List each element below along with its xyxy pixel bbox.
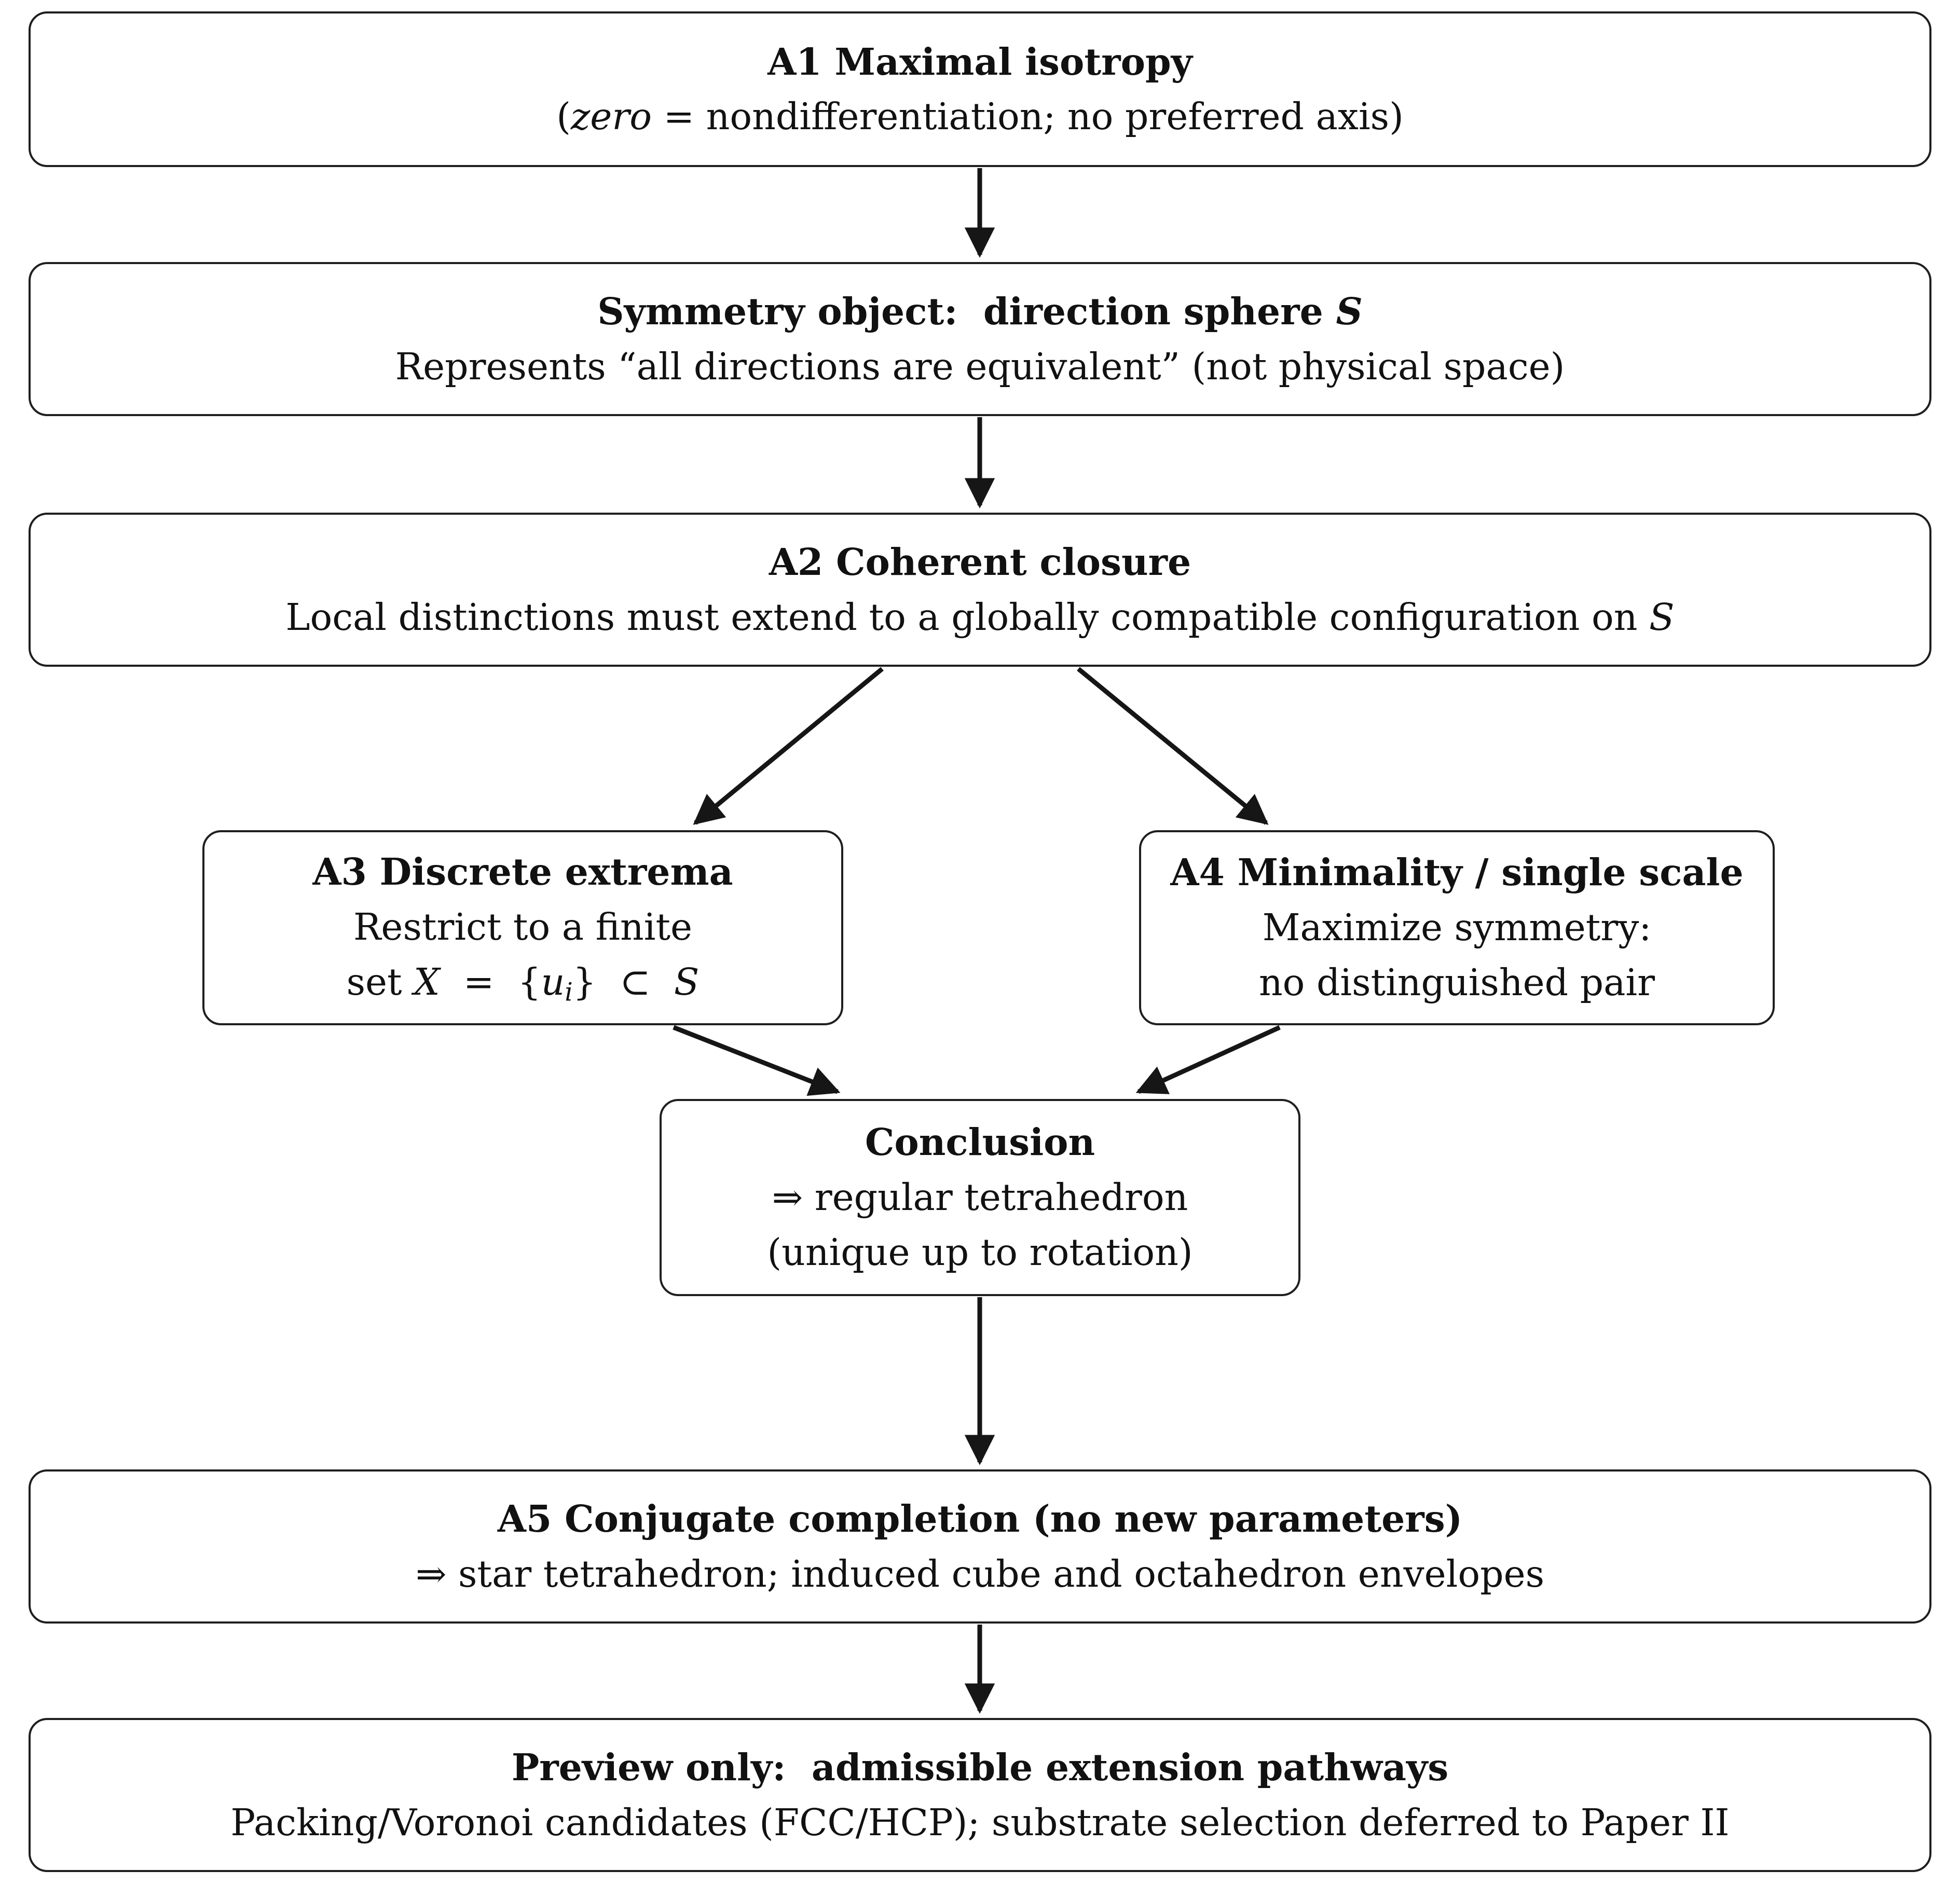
math-var-S: S <box>1649 595 1675 639</box>
text-segment: = nondifferentiation; no preferred axis) <box>652 95 1404 138</box>
a2-subtitle <box>285 590 1674 645</box>
a4-line2 <box>1263 900 1652 956</box>
a2-title <box>769 534 1191 590</box>
text-segment: A2 Coherent closure <box>769 540 1191 584</box>
a3-title <box>312 844 733 900</box>
math-subscript-i: i <box>565 978 573 1007</box>
arrow-a3-to-conclusion <box>674 1027 838 1092</box>
text-segment: no distinguished pair <box>1258 961 1655 1005</box>
text-segment: ⇒ star tetrahedron; induced cube and octahedron envelopes <box>415 1552 1545 1596</box>
a1-title <box>767 34 1193 90</box>
box-a5-conjugate-completion <box>29 1469 1931 1624</box>
text-segment: Represents “all directions are equivalent” (not physical space) <box>395 345 1565 388</box>
math-var-X: X <box>414 960 440 1003</box>
text-segment: ⇒ regular tetrahedron <box>772 1175 1188 1219</box>
a3-line3 <box>347 955 700 1011</box>
text-segment: = { <box>440 960 541 1003</box>
symmetry-subtitle <box>395 339 1565 395</box>
box-a3-discrete-extrema <box>202 830 843 1025</box>
text-segment: Preview only: admissible extension pathways <box>511 1745 1449 1789</box>
a5-title <box>498 1491 1463 1547</box>
conclusion-line2 <box>772 1170 1188 1226</box>
a4-title <box>1170 845 1743 900</box>
text-segment: Maximize symmetry: <box>1262 905 1652 949</box>
conclusion-title <box>865 1115 1095 1170</box>
text-segment: Restrict to a finite <box>353 905 693 948</box>
box-conclusion <box>660 1099 1300 1296</box>
text-segment: A4 Minimality / single scale <box>1170 850 1744 895</box>
text-segment: Symmetry object: direction sphere <box>597 290 1336 333</box>
text-segment: A3 Discrete extrema <box>312 850 733 893</box>
math-var-S: S <box>674 960 700 1003</box>
arrow-a2-to-a3 <box>695 669 882 823</box>
a3-line2 <box>353 900 692 955</box>
symmetry-title <box>597 284 1363 339</box>
box-a2-coherent-closure <box>29 513 1931 667</box>
text-segment: Packing/Voronoi candidates (FCC/HCP); substrate selection deferred to Paper II <box>230 1800 1730 1844</box>
math-var-u: u <box>541 960 565 1003</box>
box-a1-maximal-isotropy <box>29 11 1931 167</box>
text-segment: } ⊂ <box>572 960 674 1003</box>
conclusion-line3 <box>767 1225 1193 1281</box>
a5-subtitle <box>416 1547 1544 1602</box>
box-preview-pathways <box>29 1718 1931 1872</box>
text-segment: (unique up to rotation) <box>767 1231 1193 1274</box>
text-segment: Local distinctions must extend to a globally compatible configuration on <box>285 595 1650 639</box>
arrow-a2-to-a4 <box>1078 669 1266 823</box>
text-segment: Conclusion <box>865 1120 1095 1164</box>
preview-title <box>512 1740 1448 1795</box>
emphasis: zero <box>570 95 652 138</box>
arrow-a4-to-conclusion <box>1139 1027 1280 1092</box>
text-segment: A5 Conjugate completion (no new parameters) <box>497 1497 1463 1541</box>
a1-subtitle <box>556 89 1404 145</box>
math-var-S: S <box>1336 290 1363 333</box>
text-segment: set <box>346 960 414 1003</box>
box-a4-minimality <box>1139 830 1775 1025</box>
preview-subtitle <box>230 1795 1729 1851</box>
text-segment: A1 Maximal isotropy <box>767 39 1193 84</box>
text-segment: ( <box>556 95 571 138</box>
a4-line3 <box>1259 955 1655 1011</box>
box-symmetry-object <box>29 262 1931 416</box>
